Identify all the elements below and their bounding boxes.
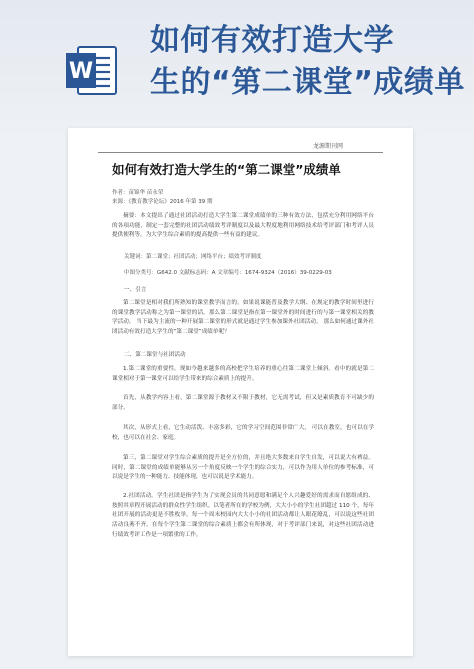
paragraph-importance: 1.第二课堂的重要性。现如今越来越多的高校把学生培养的重心往第二课堂上倾斜。看中的就是第二课堂相对于第一课堂可以给学生带来的综合素质上的提升。 [112,366,374,382]
journal-header: 龙源期刊网 [312,143,343,150]
paragraph-clubs: 2.社团活动。学生社团是指学生为了实现会员的共同意愿和满足个人兴趣爱好的需求而自愿组成的、按照其章程开展活动的群众性学生组织。以笔者所在的学校为例，大大小小的学生社团超过 110 个，每年社团开展的活动更是不胜枚举，每一个周末校园内大大小小的社团活动都让人眼花缭乱，可以说这些社团活动良莠不齐，在每个学生第二课堂的综合素质上都会有所体现，对于考评部门来说，对这些社团活动进行绩效考评工作是一项繁重的工作。 [112,493,374,538]
paragraph-quality: 第三，第二课堂对学生综合素质的提升是全方位的，并且绝大多数来自学生自发，可以说大有裨益。 同时，第二课堂的成绩单能够从另一个角度反映一个学生的综合实力，可以作为用人单位的参考标准，可以说是学生的一种能力、技能体现，也可以说是学术能力。 [112,455,374,481]
banner-title-line1: 如何有效打造大学 [150,23,394,58]
svg-text:W: W [68,59,94,84]
paragraph-form: 其次，从形式上看，它生动活泼、丰富多彩，它的学习空间范围非常广大， 可以在教室，也可以在学校，也可以在社会、家庭。 [112,425,374,441]
source-line: 来源：《教育教学论坛》2016 年第 39 期 [112,199,213,205]
document-title: 如何有效打造大学生的“第二课堂”成绩单 [112,162,341,177]
abstract: 摘要：本文提出了通过社团活动打造大学生第二课堂成绩单的三种有效方法，包括充分利用网络平台的各项功能，制定一套完整的社团活动绩效考评制度以及最大程度地利用网络技术给考评部门和考评人员提供便利等，为大学生综合素质的提高提供一些有益的建议。 [112,213,374,239]
banner-title-line2: 生的“第二课堂”成绩单 [150,65,465,100]
author-line: 作者：苗锦华 苗永荣 [112,190,164,196]
banner-title [150,20,474,104]
banner [0,0,474,140]
paragraph-content: 首先，从教学内容上看，第二课堂源于教材又不限于教材，它无需考试，但又是素质教育不可缺少的部分。 [112,395,374,411]
classification-line: 中图分类号：G642.0 文献标志码：A 文章编号：1674-9324（2016）39-0229-03 [124,270,332,276]
section-heading-intro: 一、引言 [124,287,147,293]
header-divider [98,152,383,153]
document-page [68,128,413,656]
section-heading-second-classroom: 二、第二课堂与社团活动 [124,352,186,358]
word-icon [64,43,119,98]
paragraph-intro: 第二课堂是相对我们所熟知的课堂教学而言的。如果说课能普及教学大纲、在规定的教学时间里进行的课堂教学活动称之为第一课堂的话，那么第二课堂是指在第一课堂外的时间进行的与第一课堂相关的教学活动。 当下最为主流的一种开展第二课堂的形式就是通过学生参加课外社团活动。 那么如何通过课外社团活动有效打造大学生的“第二课堂”成绩单呢？ [112,300,374,336]
keywords: 关键词：第二课堂；社团活动；网络平台；绩效考评制度 [124,254,262,260]
